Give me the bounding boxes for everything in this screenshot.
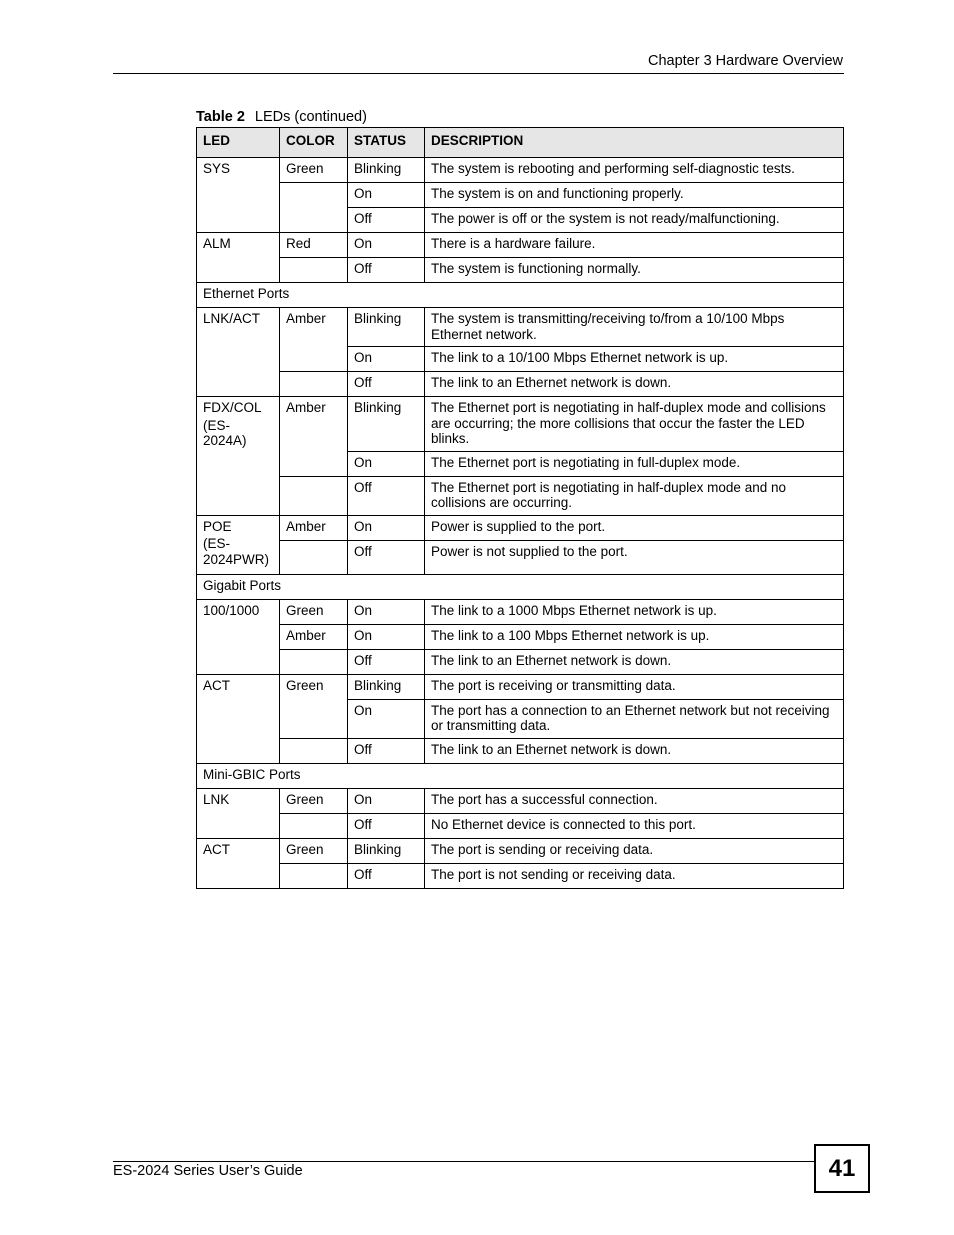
cell-led bbox=[197, 158, 280, 233]
cell-color bbox=[280, 476, 348, 515]
table-row bbox=[197, 515, 844, 540]
cell-color: Amber bbox=[280, 624, 348, 649]
cell-description: The link to a 10/100 Mbps Ethernet network is up. bbox=[425, 347, 844, 372]
cell-color bbox=[280, 863, 348, 888]
led-name: SYS bbox=[203, 161, 231, 176]
cell-color bbox=[280, 738, 348, 763]
table-caption-title: LEDs (continued) bbox=[254, 109, 367, 125]
cell-status: Blinking bbox=[348, 838, 425, 863]
cell-led bbox=[197, 838, 280, 888]
cell-status: Off bbox=[348, 649, 425, 674]
led-name: POE bbox=[203, 518, 232, 534]
led-name: ALM bbox=[203, 236, 231, 251]
cell-description: The system is functioning normally. bbox=[425, 258, 844, 283]
cell-led bbox=[197, 674, 280, 763]
section-heading: Mini-GBIC Ports bbox=[197, 763, 844, 788]
cell-status: Off bbox=[348, 738, 425, 763]
led-name: FDX/COL bbox=[203, 400, 262, 415]
cell-color bbox=[280, 813, 348, 838]
cell-color: Amber bbox=[280, 308, 348, 372]
column-header-color: COLOR bbox=[280, 128, 348, 158]
table-row bbox=[197, 649, 844, 674]
column-header-description: DESCRIPTION bbox=[425, 128, 844, 158]
table-row bbox=[197, 738, 844, 763]
cell-status: Off bbox=[348, 208, 425, 233]
cell-description: The Ethernet port is negotiating in half-duplex mode and no collisions are occurring. bbox=[425, 476, 844, 515]
cell-color: Green bbox=[280, 158, 348, 183]
led-model-note: (ES-2024PWR) bbox=[203, 536, 270, 567]
cell-color bbox=[280, 183, 348, 233]
led-name: 100/1000 bbox=[203, 602, 260, 618]
cell-color: Green bbox=[280, 838, 348, 863]
cell-status: On bbox=[348, 515, 425, 540]
cell-description: The Ethernet port is negotiating in full-duplex mode. bbox=[425, 451, 844, 476]
cell-led bbox=[197, 599, 280, 674]
cell-color bbox=[280, 540, 348, 574]
led-name: LNK bbox=[203, 791, 230, 807]
cell-led bbox=[197, 308, 280, 397]
cell-color bbox=[280, 649, 348, 674]
cell-status: Blinking bbox=[348, 308, 425, 347]
cell-led bbox=[197, 397, 280, 516]
table-row bbox=[197, 158, 844, 183]
cell-color: Green bbox=[280, 674, 348, 738]
cell-status: Off bbox=[348, 863, 425, 888]
cell-status: Off bbox=[348, 540, 425, 574]
cell-description: There is a hardware failure. bbox=[425, 233, 844, 258]
cell-description: The Ethernet port is negotiating in half-duplex mode and collisions are occurring; the more collisions that occur the faster the LED blinks. bbox=[425, 397, 844, 452]
section-heading: Gigabit Ports bbox=[197, 574, 844, 599]
cell-description: The link to an Ethernet network is down. bbox=[425, 372, 844, 397]
table-row bbox=[197, 838, 844, 863]
cell-status: On bbox=[348, 233, 425, 258]
cell-status: On bbox=[348, 788, 425, 813]
led-table bbox=[196, 127, 844, 889]
cell-status: Blinking bbox=[348, 397, 425, 452]
cell-description: The system is transmitting/receiving to/from a 10/100 Mbps Ethernet network. bbox=[425, 308, 844, 347]
cell-status: On bbox=[348, 347, 425, 372]
table-caption-label: Table 2 bbox=[196, 109, 245, 125]
cell-color: Amber bbox=[280, 397, 348, 477]
cell-status: Off bbox=[348, 258, 425, 283]
table-row bbox=[197, 599, 844, 624]
table-row bbox=[197, 813, 844, 838]
cell-color bbox=[280, 258, 348, 283]
table-row bbox=[197, 183, 844, 208]
table-header-row bbox=[197, 128, 844, 158]
cell-status: Off bbox=[348, 813, 425, 838]
table-row bbox=[197, 308, 844, 347]
header-rule bbox=[113, 73, 844, 74]
cell-description: The port has a connection to an Ethernet network but not receiving or transmitting data. bbox=[425, 699, 844, 738]
table-row bbox=[197, 258, 844, 283]
cell-status: Blinking bbox=[348, 158, 425, 183]
cell-description: The link to an Ethernet network is down. bbox=[425, 738, 844, 763]
footer-guide-title: ES-2024 Series User’s Guide bbox=[113, 1163, 303, 1179]
table-body bbox=[197, 158, 844, 889]
cell-description: The link to a 100 Mbps Ethernet network is up. bbox=[425, 624, 844, 649]
cell-led bbox=[197, 233, 280, 283]
running-head: Chapter 3 Hardware Overview bbox=[647, 53, 843, 69]
led-name: LNK/ACT bbox=[203, 311, 261, 326]
table-row bbox=[197, 233, 844, 258]
led-name: ACT bbox=[203, 677, 230, 693]
cell-description: The port is sending or receiving data. bbox=[425, 838, 844, 863]
cell-color bbox=[280, 372, 348, 397]
column-header-status: STATUS bbox=[348, 128, 425, 158]
cell-status: Off bbox=[348, 372, 425, 397]
table-row bbox=[197, 863, 844, 888]
table-row bbox=[197, 788, 844, 813]
cell-status: On bbox=[348, 451, 425, 476]
section-heading: Ethernet Ports bbox=[197, 283, 844, 308]
section-row bbox=[197, 574, 844, 599]
column-header-led: LED bbox=[197, 128, 280, 158]
cell-description: The system is on and functioning properly. bbox=[425, 183, 844, 208]
section-row bbox=[197, 283, 844, 308]
cell-description: The power is off or the system is not ready/malfunctioning. bbox=[425, 208, 844, 233]
table-row bbox=[197, 476, 844, 515]
cell-status: On bbox=[348, 183, 425, 208]
cell-description: No Ethernet device is connected to this port. bbox=[425, 813, 844, 838]
section-row bbox=[197, 763, 844, 788]
cell-status: Blinking bbox=[348, 674, 425, 699]
page-number: 41 bbox=[814, 1144, 870, 1193]
cell-led bbox=[197, 515, 280, 574]
table-caption bbox=[196, 108, 367, 126]
cell-color: Green bbox=[280, 788, 348, 813]
table-row bbox=[197, 674, 844, 699]
led-model-note: (ES-2024A) bbox=[203, 417, 247, 448]
cell-description: The system is rebooting and performing self-diagnostic tests. bbox=[425, 158, 844, 183]
table-row bbox=[197, 540, 844, 574]
cell-status: Off bbox=[348, 476, 425, 515]
cell-color: Green bbox=[280, 599, 348, 624]
cell-description: Power is not supplied to the port. bbox=[425, 540, 844, 574]
cell-description: The port has a successful connection. bbox=[425, 788, 844, 813]
cell-led bbox=[197, 788, 280, 838]
cell-description: The link to a 1000 Mbps Ethernet network is up. bbox=[425, 599, 844, 624]
table-row bbox=[197, 624, 844, 649]
cell-description: The port is not sending or receiving data. bbox=[425, 863, 844, 888]
cell-status: On bbox=[348, 599, 425, 624]
cell-description: The port is receiving or transmitting data. bbox=[425, 674, 844, 699]
cell-color: Red bbox=[280, 233, 348, 258]
cell-description: Power is supplied to the port. bbox=[425, 515, 844, 540]
cell-status: On bbox=[348, 624, 425, 649]
cell-description: The link to an Ethernet network is down. bbox=[425, 649, 844, 674]
cell-status: On bbox=[348, 699, 425, 738]
table-row bbox=[197, 372, 844, 397]
led-name: ACT bbox=[203, 841, 230, 857]
table-row bbox=[197, 397, 844, 452]
cell-color: Amber bbox=[280, 515, 348, 540]
